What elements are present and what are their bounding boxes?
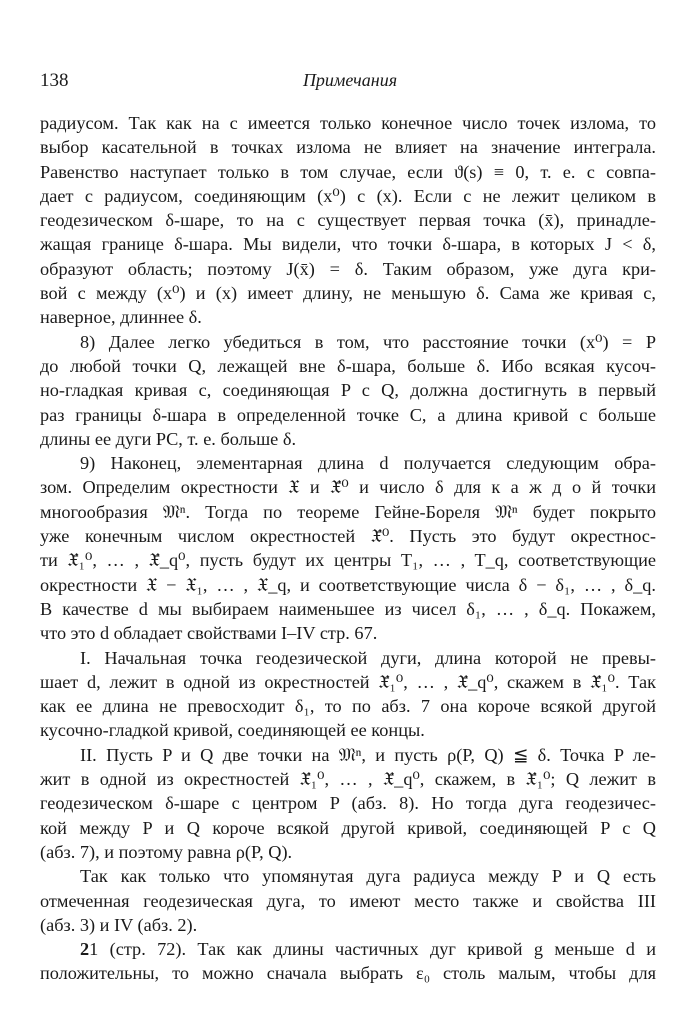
paragraph-start: I. Начальная точка геодезической дуги, длина которой не превы-: [80, 647, 656, 668]
text-line: ти 𝔛̄₁⁰, … , 𝔛̄_q⁰, пусть будут их центры T₁, … , T_q, соответствующие: [40, 550, 656, 571]
text-line: уже конечным числом окрестностей 𝔛̄⁰. Пусть это будут окрестнос-: [40, 526, 656, 547]
text-line: жащая границе δ-шара. Мы видели, что точки δ-шара, в которых J < δ,: [40, 234, 656, 255]
running-head: [40, 70, 660, 96]
text-line: геодезическом δ-шаре с центром P (абз. 8). Но тогда дуга геодезичес-: [40, 793, 656, 814]
text-line: дает с радиусом, соединяющим (x⁰) с (x). Если c не лежит целиком в: [40, 185, 656, 206]
text-line: Равенство наступает только в том случае, если ϑ(s) ≡ 0, т. е. c совпа-: [40, 161, 656, 182]
note-21-start: 21 (стр. 72). Так как длины частичных дуг кривой g меньше d и: [80, 939, 656, 960]
text-line: (абз. 7), и поэтому равна ρ(P, Q).: [40, 841, 293, 862]
text-line: жит в одной из окрестностей 𝔛̄₁⁰, … , 𝔛̄_q⁰, скажем, в 𝔛̄₁⁰; Q лежит в: [40, 769, 656, 790]
text-line: выбор касательной в точках излома не влияет на значение интеграла.: [40, 137, 656, 158]
text-line: геодезическом δ-шаре, то на c существует первая точка (x̄), принадле-: [40, 210, 656, 231]
paragraph-start: 8) Далее легко убедиться в том, что расстояние точки (x⁰) = P: [80, 331, 656, 352]
body-text: [40, 111, 656, 986]
text-line: радиусом. Так как на c имеется только конечное число точек излома, то: [40, 113, 656, 133]
text-line: вой c между (x⁰) и (x) имеет длину, не меньшую δ. Сама же кривая c,: [40, 283, 656, 304]
text-line: В качестве d мы выбираем наименьшее из чисел δ₁, … , δ_q. Покажем,: [40, 598, 656, 619]
text-line: зом. Определим окрестности 𝔛 и 𝔛̄⁰ и число δ для к а ж д о й точки: [40, 477, 656, 498]
text-line: но-гладкая кривая c, соединяющая P с Q, должна достигнуть в первый: [40, 380, 656, 401]
page-number: 138: [40, 70, 69, 91]
text-line: что это d обладает свойствами I–IV стр. 67.: [40, 623, 378, 644]
paragraph-start: 9) Наконец, элементарная длина d получается следующим обра-: [80, 453, 656, 474]
text-line: образуют область; поэтому J(x̄) = δ. Таким образом, уже дуга кри-: [40, 258, 656, 279]
text-line: кой между P и Q короче всякой другой кривой, соединяющей P с Q: [40, 817, 656, 838]
text-line: шает d, лежит в одной из окрестностей 𝔛̄₁⁰, … , 𝔛̄_q⁰, скажем в 𝔛̄₁⁰. Так: [40, 671, 656, 692]
text-line: кусочно-гладкой кривой, соединяющей ее концы.: [40, 720, 425, 741]
text-line: до любой точки Q, лежащей вне δ-шара, больше δ. Ибо всякая кусоч-: [40, 355, 656, 376]
text-line: многообразия 𝔐ⁿ. Тогда по теореме Гейне-Бореля 𝔐ⁿ будет покрыто: [40, 501, 656, 522]
text-line: наверное, длиннее δ.: [40, 307, 202, 328]
paragraph-start: Так как только что упомянутая дуга радиуса между P и Q есть: [80, 866, 656, 887]
text-line: окрестности 𝔛 − 𝔛₁, … , 𝔛_q, и соответствующие числа δ − δ₁, … , δ_q.: [40, 574, 656, 595]
text-line: как ее длина не превосходит δ₁, то по абз. 7 она короче всякой другой: [40, 696, 656, 717]
text-line: раз границы δ-шара в определенной точке C, а длина кривой c больше: [40, 404, 656, 425]
text-line: положительны, то можно сначала выбрать ε₀ столь малым, чтобы для: [40, 963, 656, 984]
text-line: отмеченная геодезическая дуга, то имеют место также и свойства III: [40, 890, 656, 911]
running-title: Примечания: [302, 70, 398, 90]
paragraph-start: II. Пусть P и Q две точки на 𝔐ⁿ, и пусть ρ(P, Q) ≦ δ. Точка P ле-: [80, 744, 656, 765]
text-line: (абз. 3) и IV (абз. 2).: [40, 914, 198, 935]
text-line: длины ее дуги PC, т. е. больше δ.: [40, 428, 297, 449]
